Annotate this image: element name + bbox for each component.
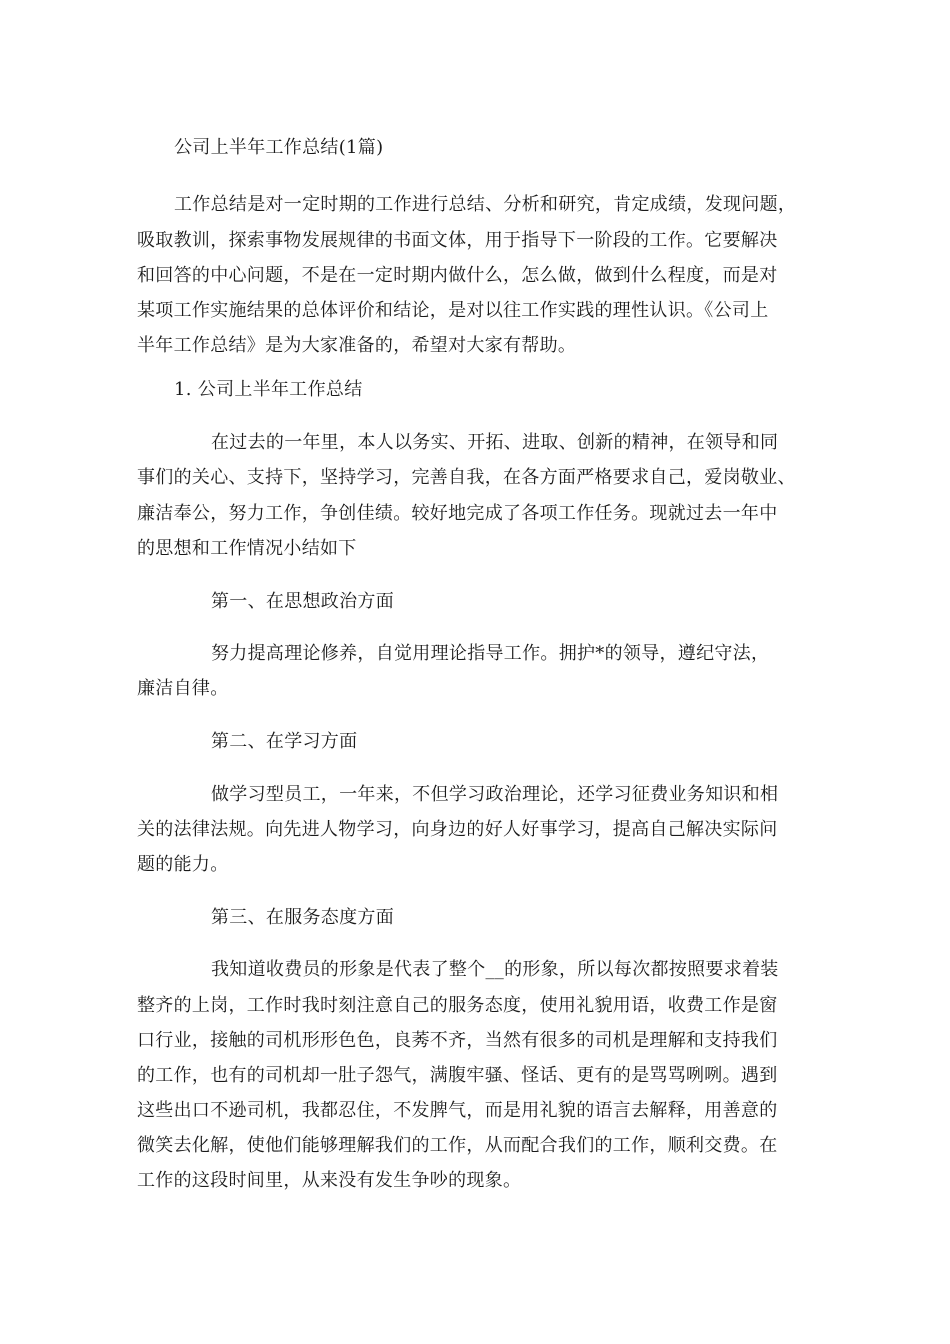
part1-line: 努力提高理论修养，自觉用理论指导工作。拥护*的领导，遵纪守法， xyxy=(211,643,770,664)
part3-line: 的工作，也有的司机却一肚子怨气，满腹牢骚、怪话、更有的是骂骂咧咧。遇到 xyxy=(137,1065,778,1086)
part3-line: 微笑去化解，使他们能够理解我们的工作，从而配合我们的工作，顺利交费。在 xyxy=(137,1135,778,1156)
part2-line: 关的法律法规。向先进人物学习，向身边的好人好事学习，提高自己解决实际问 xyxy=(137,819,778,840)
section-heading: 1. 公司上半年工作总结 xyxy=(174,379,363,400)
opening-line: 廉洁奉公，努力工作，争创佳绩。较好地完成了各项工作任务。现就过去一年中 xyxy=(137,503,778,524)
part1-heading: 第一、在思想政治方面 xyxy=(211,591,394,612)
intro-line: 和回答的中心问题，不是在一定时期内做什么，怎么做，做到什么程度，而是对 xyxy=(137,265,778,286)
intro-line: 吸取教训，探索事物发展规律的书面文体，用于指导下一阶段的工作。它要解决 xyxy=(137,230,778,251)
intro-line: 工作总结是对一定时期的工作进行总结、分析和研究，肯定成绩，发现问题， xyxy=(174,194,797,215)
part3-heading: 第三、在服务态度方面 xyxy=(211,907,394,928)
intro-line: 某项工作实施结果的总体评价和结论，是对以往工作实践的理性认识。《公司上 xyxy=(137,300,769,321)
document-title: 公司上半年工作总结(1篇) xyxy=(174,137,384,158)
part1-line: 廉洁自律。 xyxy=(137,678,229,699)
part3-line: 口行业，接触的司机形形色色，良莠不齐，当然有很多的司机是理解和支持我们 xyxy=(137,1030,778,1051)
part2-line: 题的能力。 xyxy=(137,854,229,875)
part2-line: 做学习型员工，一年来，不但学习政治理论，还学习征费业务知识和相 xyxy=(211,784,779,805)
part3-line: 工作的这段时间里，从来没有发生争吵的现象。 xyxy=(137,1170,522,1191)
opening-line: 事们的关心、支持下，坚持学习，完善自我，在各方面严格要求自己，爱岗敬业、 xyxy=(137,467,796,488)
opening-line: 在过去的一年里，本人以务实、开拓、进取、创新的精神，在领导和同 xyxy=(211,432,779,453)
part2-heading: 第二、在学习方面 xyxy=(211,731,358,752)
intro-line: 半年工作总结》是为大家准备的，希望对大家有帮助。 xyxy=(137,335,577,356)
part3-line: 这些出口不逊司机，我都忍住，不发脾气，而是用礼貌的语言去解释，用善意的 xyxy=(137,1100,778,1121)
part3-line: 整齐的上岗，工作时我时刻注意自己的服务态度，使用礼貌用语，收费工作是窗 xyxy=(137,995,778,1016)
part3-line: 我知道收费员的形象是代表了整个__的形象，所以每次都按照要求着装 xyxy=(211,959,779,980)
opening-line: 的思想和工作情况小结如下 xyxy=(137,538,357,559)
